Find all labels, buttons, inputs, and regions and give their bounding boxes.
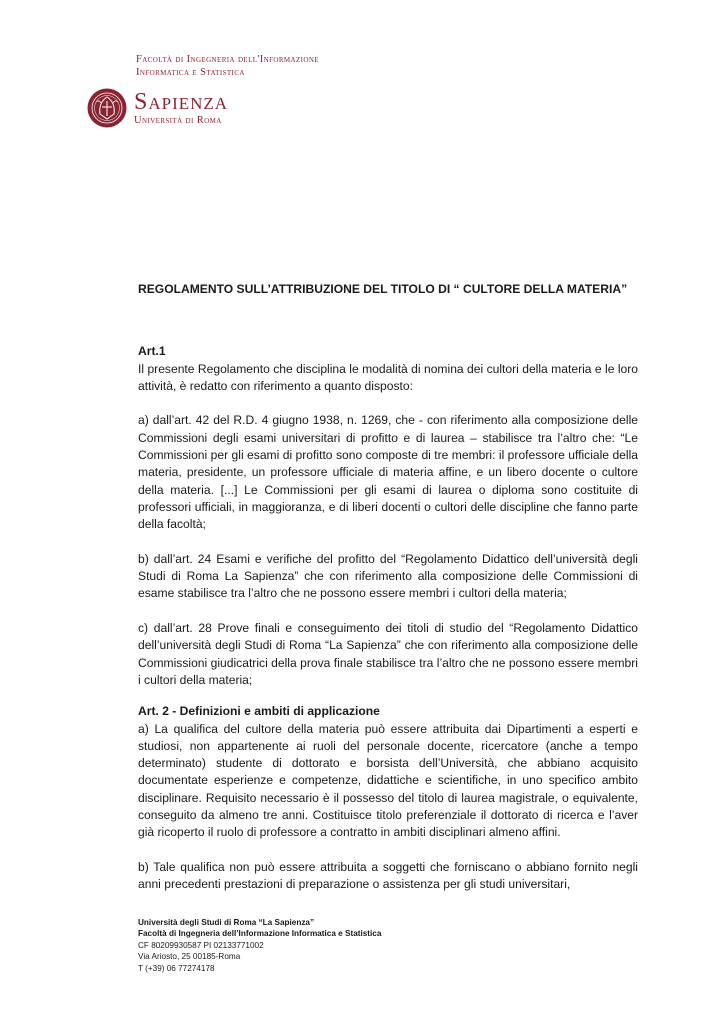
faculty-line-2: Informatica e Statistica	[136, 67, 245, 78]
brand-block	[134, 90, 228, 127]
document-title: REGOLAMENTO SULL’ATTRIBUZIONE DEL TITOLO DI “ CULTORE DELLA MATERIA”	[138, 282, 628, 296]
art1-point-a: a) dall’art. 42 del R.D. 4 giugno 1938, n. 1269, che - con riferimento alla composizione delle Commissioni degli esami universitari di profitto e di laurea – stabilisce tra l’altro che: “Le Commissioni per gli esami di profitto sono composte di tre membri: il professore ufficiale della materia, presidente, un professore ufficiale di materia affine, e un libero docente o cultore della materia. [...] Le Commissioni per gli esami di laurea o diploma sono costituite di professori ufficiali, in maggioranza, e di liberi docenti o cultori delle discipline che fanno parte della facoltà;	[138, 413, 638, 532]
footer-address: Via Ariosto, 25 00185-Roma	[138, 952, 241, 962]
art2-point-a: a) La qualifica del cultore della materia può essere attribuita dai Dipartimenti a esperti e studiosi, non appartenente ai ruoli del personale docente, ricercatore (anche a tempo determinato) studente di dottorato e borsista dell’Università, che abbiano acquisito documentate esperienze e competenze, didattiche e scientifiche, in uno specifico ambito disciplinare. Requisito necessario è il possesso del titolo di laurea magistrale, o equivalente, conseguito da almeno tre anni. Costituisce titolo preferenziale il dottorato di ricerca e l’aver già ricoperto il ruolo di professore a contratto in ambiti disciplinari almeno affini.	[138, 721, 638, 840]
brand-subtitle: Università di Roma	[134, 115, 222, 126]
brand-name: Sapienza	[134, 89, 229, 115]
art1-point-c: c) dall’art. 28 Prove finali e conseguimento dei titoli di studio del “Regolamento Didattico dell’università degli Studi di Roma “La Sapienza” che con riferimento alla composizione delle Commissioni giudicatrici della prova finale stabilisce tra l’altro che ne possono essere membri i cultori della materia;	[138, 621, 638, 687]
art2-heading: Art. 2 - Definizioni e ambiti di applicazione	[138, 704, 380, 719]
footer-fiscal-codes: CF 80209930587 PI 02133771002	[138, 940, 264, 950]
footer-university: Università degli Studi di Roma “La Sapienza”	[138, 918, 315, 927]
art1-point-b: b) dall’art. 24 Esami e verifiche del profitto del “Regolamento Didattico dell’università degli Studi di Roma La Sapienza” che con riferimento alla composizione delle Commissioni di esame stabilisce tra l’altro che ne possono essere membri i cultori della materia;	[138, 551, 638, 601]
footer	[138, 917, 381, 974]
footer-faculty: Facoltà di Ingegneria dell’Informazione Informatica e Statistica	[138, 929, 382, 939]
sapienza-seal-icon	[87, 88, 127, 128]
document-body	[138, 281, 638, 894]
faculty-line-1: Facoltà di Ingegneria dell'Informazione	[136, 54, 319, 65]
art1-heading: Art.1	[138, 344, 166, 359]
art1-intro: Il presente Regolamento che disciplina le modalità di nomina dei cultori della materia e le loro attività, è redatto con riferimento a quanto disposto:	[138, 361, 638, 393]
faculty-header	[136, 53, 319, 79]
art2-point-b: b) Tale qualifica non può essere attribuita a soggetti che forniscano o abbiano fornito negli anni precedenti prestazioni di preparazione o assistenza per gli studi universitari,	[138, 859, 638, 892]
footer-phone: T (+39) 06 77274178	[138, 963, 215, 973]
